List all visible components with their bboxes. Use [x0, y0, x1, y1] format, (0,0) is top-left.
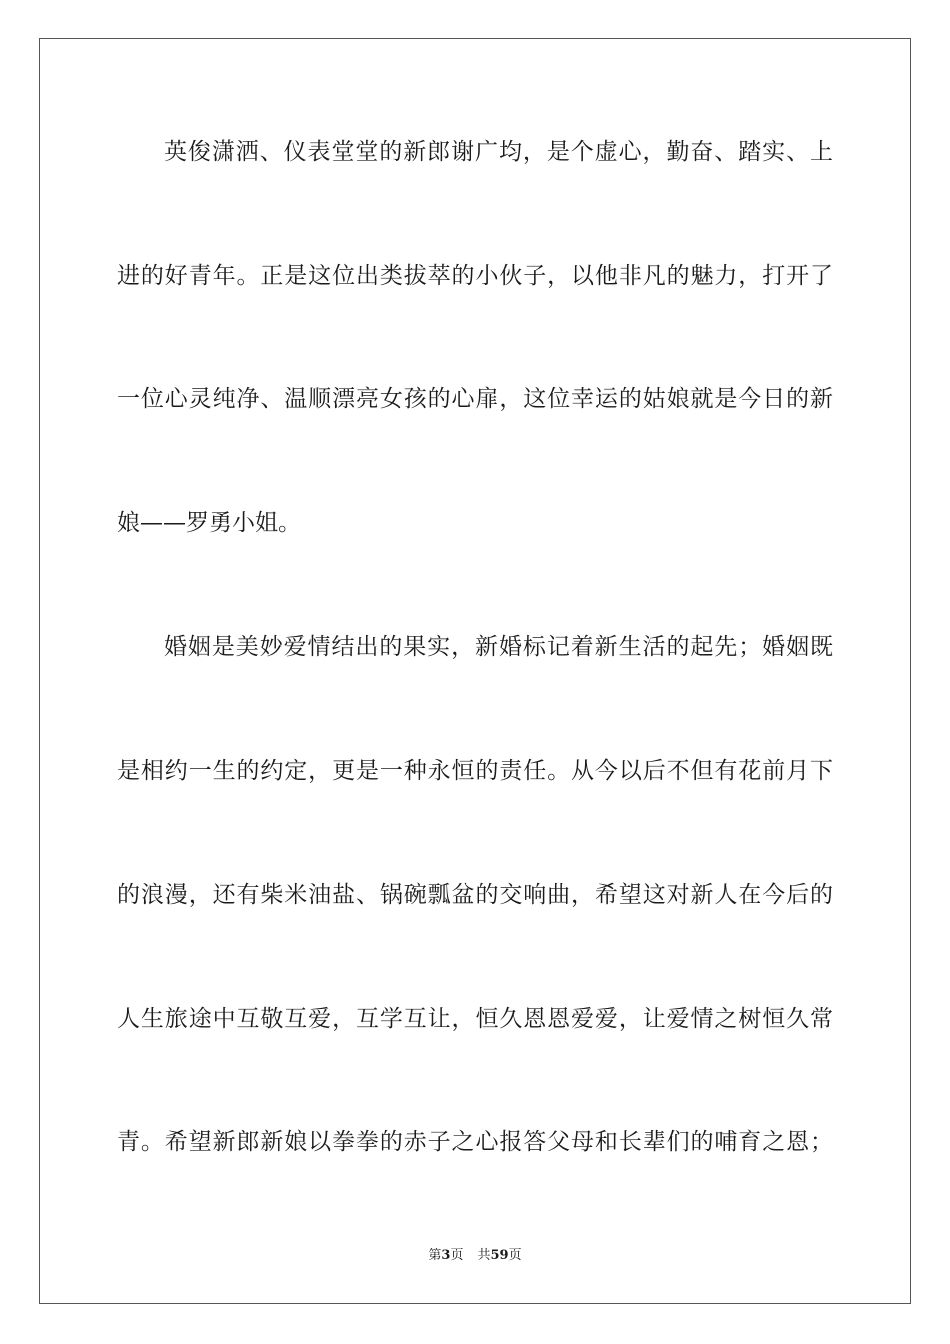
- paragraph-2-line-3: 的浪漫，还有柴米油盐、锅碗瓢盆的交响曲，希望这对新人在今后的: [117, 882, 833, 908]
- paragraph-2-line-2: 是相约一生的约定，更是一种永恒的责任。从今以后不但有花前月下: [117, 758, 833, 784]
- paragraph-2-line-1: 婚姻是美妙爱情结出的果实，新婚标记着新生活的起先；婚姻既: [164, 634, 833, 660]
- paragraph-1-line-2: 进的好青年。正是这位出类拔萃的小伙子，以他非凡的魅力，打开了: [117, 263, 833, 289]
- paragraph-1-line-3: 一位心灵纯净、温顺漂亮女孩的心扉，这位幸运的姑娘就是今日的新: [117, 386, 833, 412]
- paragraph-2-line-4: 人生旅途中互敬互爱，互学互让，恒久恩恩爱爱，让爱情之树恒久常: [117, 1006, 833, 1032]
- page-footer: [0, 1247, 950, 1265]
- page-total: 共59页: [477, 1248, 522, 1263]
- page-number: 第3页: [428, 1248, 464, 1263]
- page-border: [39, 38, 911, 1304]
- paragraph-2-line-5: 青。希望新郎新娘以拳拳的赤子之心报答父母和长辈们的哺育之恩；: [117, 1129, 833, 1155]
- paragraph-1-line-1: 英俊潇洒、仪表堂堂的新郎谢广均，是个虚心，勤奋、踏实、上: [164, 139, 833, 165]
- paragraph-1-line-4: 娘——罗勇小姐。: [117, 510, 301, 536]
